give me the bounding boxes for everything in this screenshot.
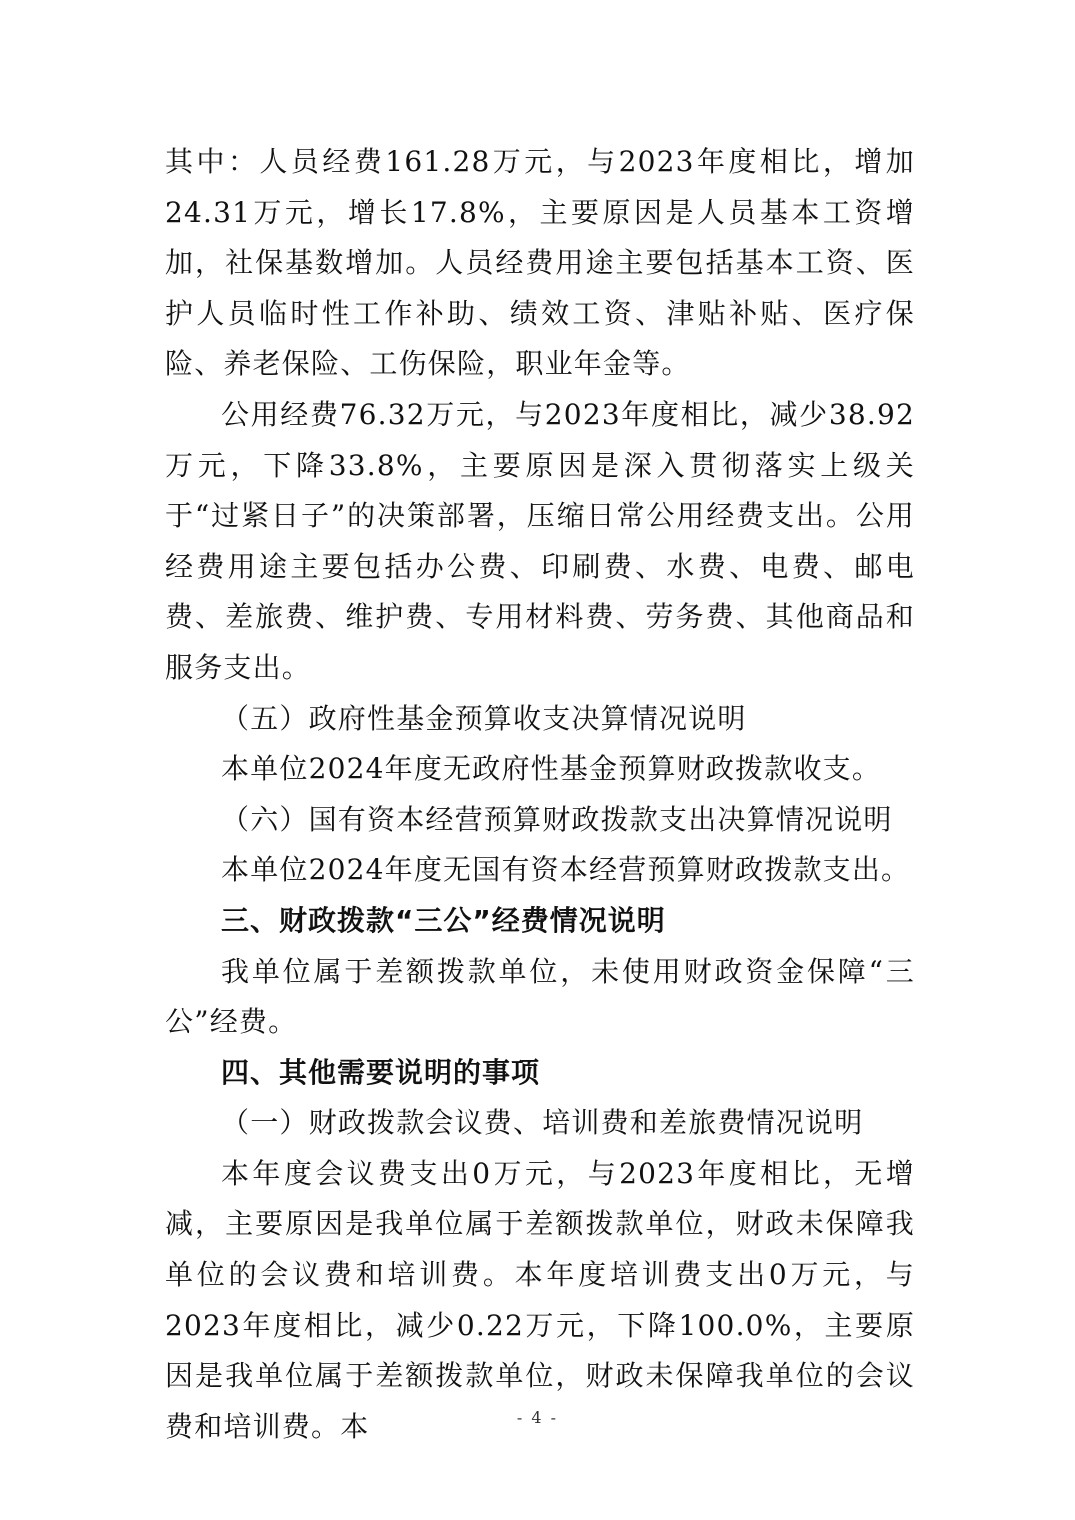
paragraph-public-expenses: 公用经费76.32万元，与2023年度相比，减少38.92万元，下降33.8%，主要原因是深入贯彻落实上级关于“过紧日子”的决策部署，压缩日常公用经费支出。公用经费用途主要包括办公费、印刷费、水费、电费、邮电费、差旅费、维护费、专用材料费、劳务费、其他商品和服务支出。 xyxy=(165,397,915,684)
paragraph-three-public-expenses: 我单位属于差额拨款单位，未使用财政资金保障“三公”经费。 xyxy=(165,954,915,1039)
page-number: - 4 - xyxy=(516,1408,559,1427)
paragraph-meeting-training-expenses: 本年度会议费支出0万元，与2023年度相比，无增减，主要原因是我单位属于差额拨款单位，财政未保障我单位的会议费和培训费。本年度培训费支出0万元，与2023年度相比，减少0.22万元，下降100.0%，主要原因是我单位属于差额拨款单位，财政未保障我单位的会议费和培训费。本 xyxy=(165,1156,915,1443)
body-text xyxy=(165,137,915,1452)
paragraph-personnel-expenses: 其中：人员经费161.28万元，与2023年度相比，增加24.31万元，增长17.8%，主要原因是人员基本工资增加，社保基数增加。人员经费用途主要包括基本工资、医护人员临时性工作补助、绩效工资、津贴补贴、医疗保险、养老保险、工伤保险，职业年金等。 xyxy=(165,145,915,381)
heading-other-matters: 四、其他需要说明的事项 xyxy=(221,1055,541,1089)
paragraph-state-capital-none: 本单位2024年度无国有资本经营预算财政拨款支出。 xyxy=(221,853,911,887)
heading-meeting-training-travel: （一）财政拨款会议费、培训费和差旅费情况说明 xyxy=(221,1106,864,1140)
heading-three-public-expenses: 三、财政拨款“三公”经费情况说明 xyxy=(221,903,666,937)
heading-state-capital-budget: （六）国有资本经营预算财政拨款支出决算情况说明 xyxy=(221,802,893,836)
paragraph-government-fund-none: 本单位2024年度无政府性基金预算财政拨款收支。 xyxy=(221,752,882,786)
heading-government-fund-budget: （五）政府性基金预算收支决算情况说明 xyxy=(221,701,747,735)
